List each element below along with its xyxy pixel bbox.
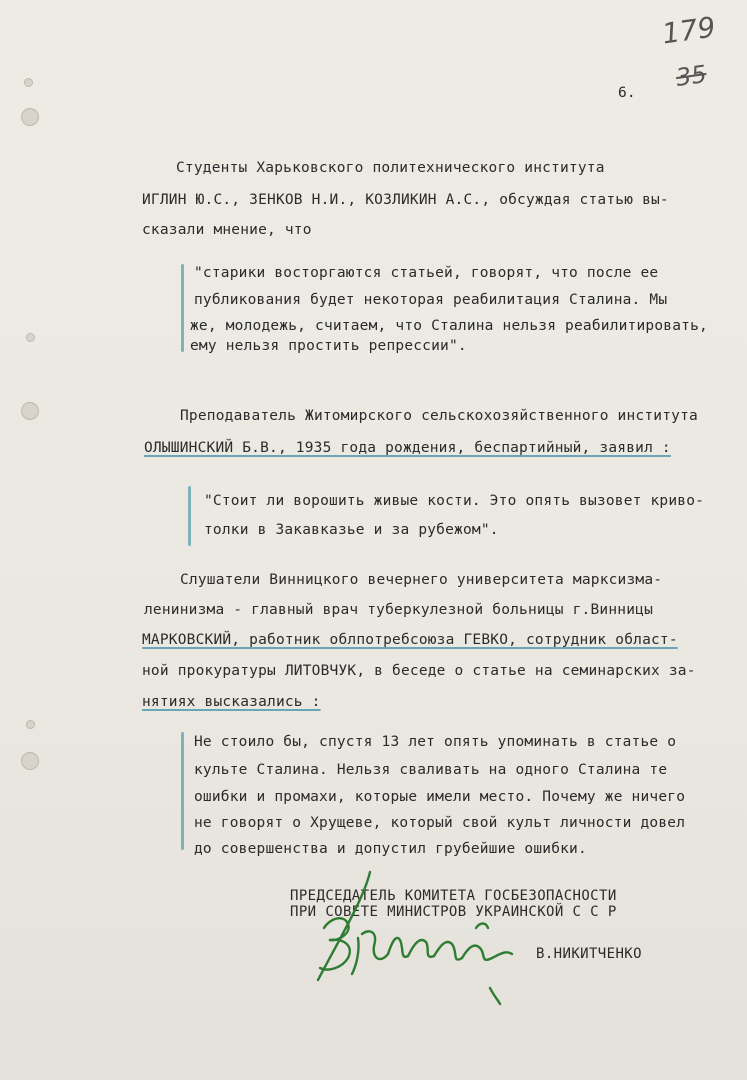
signatory-name: В.НИКИТЧЕНКО [536, 946, 642, 962]
quote-line: культе Сталина. Нельзя сваливать на одного Сталина те [194, 762, 668, 778]
paragraph-line: ленинизма - главный врач туберкулезной больницы г.Винницы [144, 602, 653, 618]
paragraph-line: сказали мнение, что [142, 222, 312, 238]
paragraph-line: МАРКОВСКИЙ, работник облпотребсоюза ГЕВКО, сотрудник област- [142, 632, 678, 648]
paragraph-line: Студенты Харьковского политехнического института [176, 160, 605, 176]
quote-line: ему нельзя простить репрессии". [190, 338, 467, 354]
page-number: 6. [618, 85, 636, 101]
quote-line: ошибки и промахи, которые имели место. Почему же ничего [194, 789, 686, 805]
paragraph-line: нятиях высказались : [142, 694, 321, 710]
quote-line: "старики восторгаются статьей, говорят, что после ее [194, 265, 659, 281]
signatory-title: ПРИ СОВЕТЕ МИНИСТРОВ УКРАИНСКОЙ С С Р [290, 904, 617, 920]
paragraph-line: ной прокуратуры ЛИТОВЧУК, в беседе о статье на семинарских за- [142, 663, 696, 679]
margin-bracket [181, 264, 184, 352]
signatory-title: ПРЕДСЕДАТЕЛЬ КОМИТЕТА ГОСБЕЗОПАСНОСТИ [290, 888, 617, 904]
archive-folio-number: 179 [659, 10, 718, 51]
paragraph-line: ИГЛИН Ю.С., ЗЕНКОВ Н.И., КОЗЛИКИН А.С., обсуждая статью вы- [142, 192, 669, 208]
binder-hole [26, 720, 35, 729]
margin-bracket [181, 732, 184, 850]
paragraph-line: Слушатели Винницкого вечернего университета марксизма- [180, 572, 663, 588]
binder-hole [26, 333, 35, 342]
quote-line: "Стоит ли ворошить живые кости. Это опять вызовет криво- [204, 493, 705, 509]
binder-hole [21, 752, 39, 770]
quote-line: толки в Закавказье и за рубежом". [204, 522, 499, 538]
quote-line: публикования будет некоторая реабилитация Сталина. Мы [194, 292, 668, 308]
binder-hole [21, 402, 39, 420]
signature-ink [318, 872, 512, 1004]
quote-line: же, молодежь, считаем, что Сталина нельзя реабилитировать, [190, 318, 708, 334]
quote-line: Не стоило бы, спустя 13 лет опять упоминать в статье о [194, 734, 677, 750]
quote-line: до совершенства и допустил грубейшие ошибки. [194, 841, 587, 857]
paragraph-line: ОЛЫШИНСКИЙ Б.В., 1935 года рождения, беспартийный, заявил : [144, 440, 671, 456]
archive-folio-number-crossed: 35 [674, 60, 709, 92]
margin-bracket [188, 486, 191, 546]
binder-hole [21, 108, 39, 126]
handwritten-signature [300, 868, 540, 1008]
quote-line: не говорят о Хрущеве, который свой культ личности довел [194, 815, 686, 831]
binder-hole [24, 78, 33, 87]
paragraph-line: Преподаватель Житомирского сельскохозяйственного института [180, 408, 698, 424]
